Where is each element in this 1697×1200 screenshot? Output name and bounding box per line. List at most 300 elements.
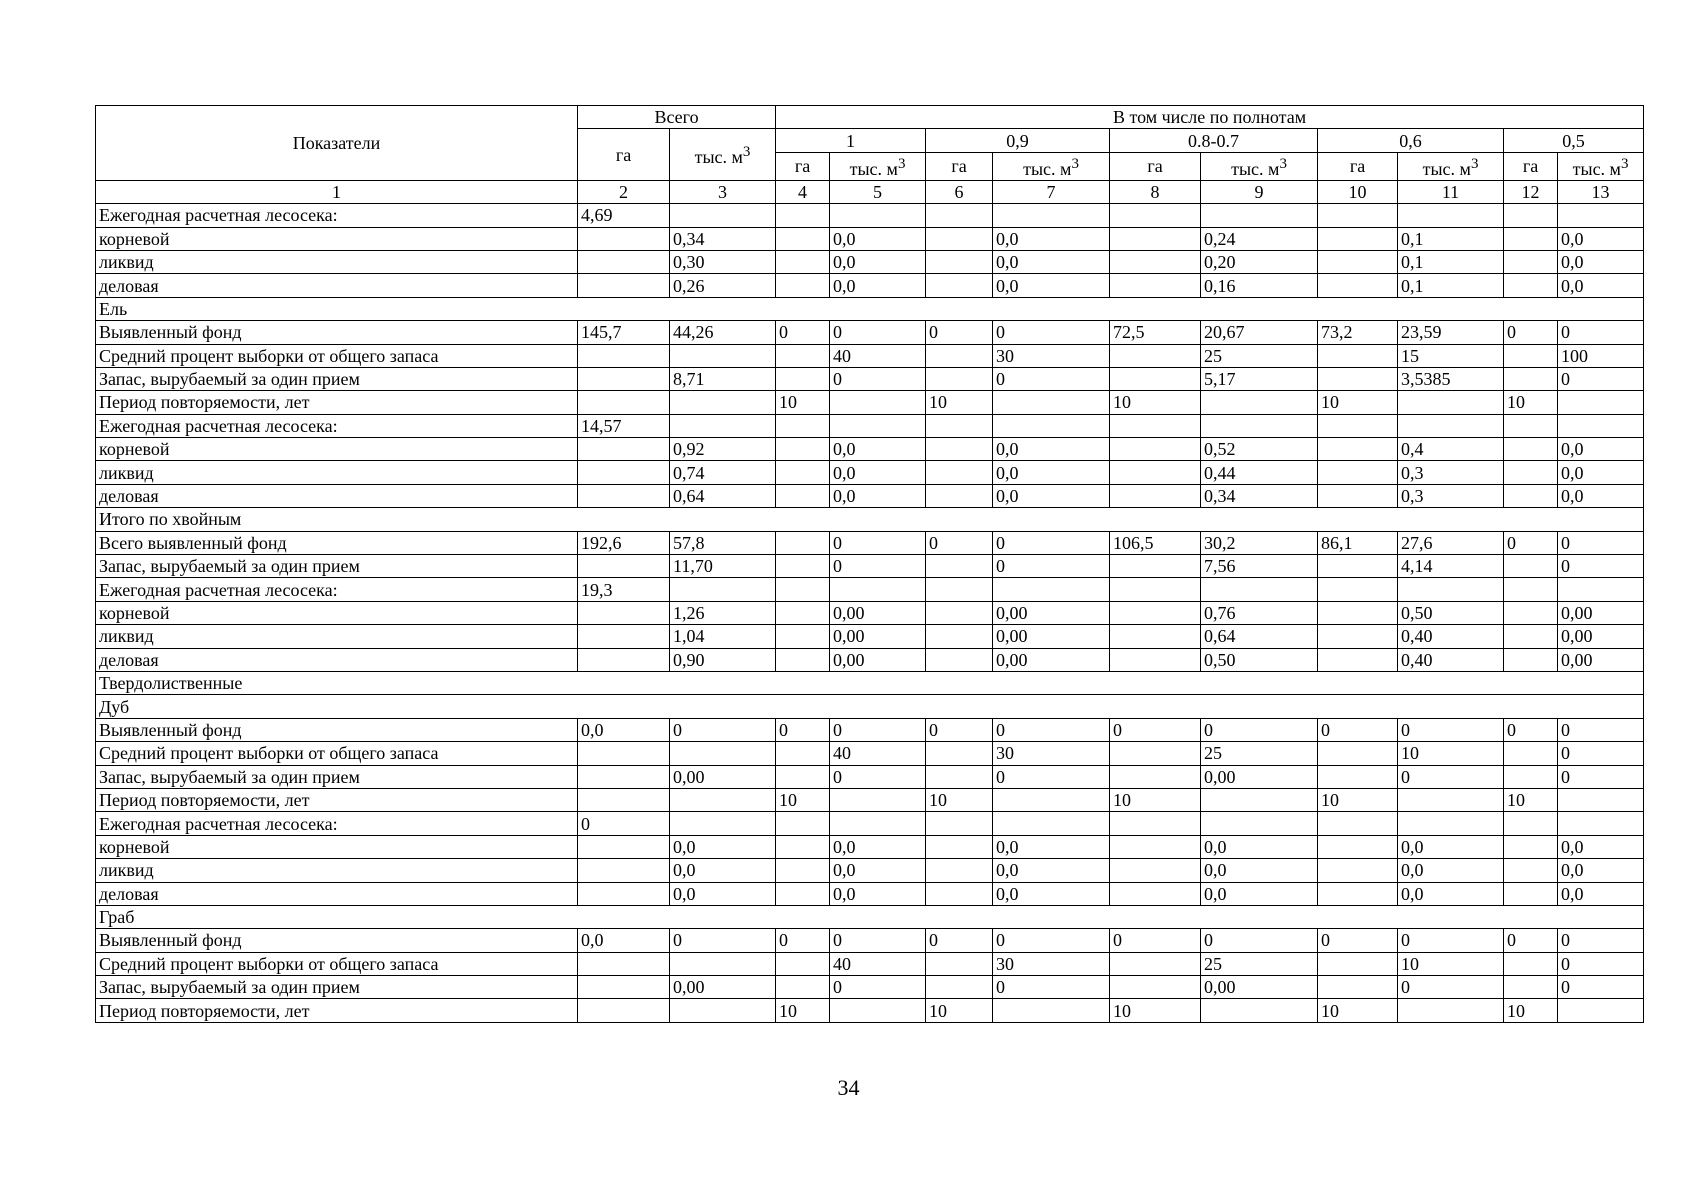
table-row [96,227,1644,250]
table-cell [670,999,776,1022]
table-cell: 0 [993,555,1110,578]
table-cell: 0,0 [1558,227,1644,250]
table-cell: 0,00 [993,625,1110,648]
table-cell: 0,26 [670,274,776,297]
column-number: 8 [1110,180,1201,203]
table-row [96,952,1644,975]
table-cell: 0,0 [993,882,1110,905]
table-cell [1318,976,1398,999]
table-cell [578,952,670,975]
table-row [96,461,1644,484]
table-cell: 0 [993,531,1110,554]
row-label: Средний процент выборки от общего запаса [96,742,578,765]
table-cell [776,204,830,227]
table-cell [776,859,830,882]
row-label: корневой [96,227,578,250]
table-row [96,976,1644,999]
table-cell: 10 [1110,999,1201,1022]
table-cell: 0 [993,765,1110,788]
table-cell [926,765,993,788]
section-row [96,508,1644,531]
table-cell: 0 [993,929,1110,952]
table-cell [1110,648,1201,671]
table-row [96,648,1644,671]
table-cell: 0,0 [830,484,926,507]
table-cell [578,250,670,273]
table-cell [1398,999,1504,1022]
table-cell [1504,882,1558,905]
table-cell [926,274,993,297]
table-cell [993,578,1110,601]
table-cell: 0,0 [830,274,926,297]
table-cell: 0,52 [1201,438,1318,461]
page-number: 34 [837,1075,860,1100]
table-cell: 40 [830,344,926,367]
table-cell [578,461,670,484]
table-cell [1318,204,1398,227]
table-cell [670,344,776,367]
table-cell [993,812,1110,835]
table-row [96,321,1644,344]
table-cell: 11,70 [670,555,776,578]
table-cell [1318,625,1398,648]
table-cell [1504,250,1558,273]
table-cell [578,344,670,367]
section-title: Граб [96,905,1644,928]
table-row [96,625,1644,648]
table-cell: 0,0 [993,250,1110,273]
table-row [96,601,1644,624]
table-row [96,391,1644,414]
row-label: деловая [96,648,578,671]
table-cell: 0 [1318,718,1398,741]
table-cell: 0 [1398,765,1504,788]
table-cell: 0,0 [830,882,926,905]
table-cell [1318,765,1398,788]
table-cell [1398,812,1504,835]
table-cell [1110,250,1201,273]
table-cell: 15 [1398,344,1504,367]
table-cell: 10 [776,999,830,1022]
table-cell [1318,952,1398,975]
table-cell [1318,742,1398,765]
row-label: ликвид [96,859,578,882]
table-cell [776,601,830,624]
table-cell: 0 [1110,929,1201,952]
table-cell: 0 [1201,718,1318,741]
table-cell: 0 [830,929,926,952]
table-row [96,929,1644,952]
row-label: деловая [96,882,578,905]
table-cell [776,461,830,484]
table-cell [926,438,993,461]
table-cell [1318,601,1398,624]
table-cell [926,812,993,835]
table-cell [1504,438,1558,461]
table-cell: 0 [1504,718,1558,741]
table-cell: 0,24 [1201,227,1318,250]
table-cell [1110,461,1201,484]
unit-ha-header: га [776,152,830,180]
table-cell: 0,76 [1201,601,1318,624]
table-cell [1110,578,1201,601]
table-cell: 0,0 [830,835,926,858]
table-cell: 0 [830,976,926,999]
table-cell: 0 [1558,531,1644,554]
table-cell: 30 [993,344,1110,367]
table-cell: 27,6 [1398,531,1504,554]
row-label: Период повторяемости, лет [96,999,578,1022]
unit-ha-header: га [1318,152,1398,180]
table-cell: 10 [1318,788,1398,811]
table-cell [1110,952,1201,975]
table-cell: 10 [1318,391,1398,414]
table-cell: 10 [1398,742,1504,765]
column-number: 2 [578,180,670,203]
table-cell [1398,391,1504,414]
table-cell: 40 [830,952,926,975]
table-cell [1110,204,1201,227]
table-cell: 145,7 [578,321,670,344]
table-row [96,859,1644,882]
table-cell: 1,26 [670,601,776,624]
table-cell: 72,5 [1110,321,1201,344]
table-cell: 0 [1201,929,1318,952]
table-cell [926,601,993,624]
row-label: Средний процент выборки от общего запаса [96,952,578,975]
table-cell [578,274,670,297]
table-cell [670,812,776,835]
table-cell: 10 [926,788,993,811]
table-row [96,367,1644,390]
row-label: Всего выявленный фонд [96,531,578,554]
table-cell [926,859,993,882]
table-cell [1318,367,1398,390]
column-number-row [96,180,1644,203]
table-row [96,742,1644,765]
table-cell [926,742,993,765]
row-label: Ежегодная расчетная лесосека: [96,578,578,601]
row-label: Запас, вырубаемый за один прием [96,976,578,999]
table-cell [1504,484,1558,507]
table-cell [1318,414,1398,437]
unit-volume-header: тыс. $м^3$ [1398,152,1504,180]
table-cell: 0,0 [1398,859,1504,882]
table-cell: 0,0 [1558,835,1644,858]
table-row [96,999,1644,1022]
table-cell: 0,00 [670,976,776,999]
table-cell [926,250,993,273]
table-row [96,274,1644,297]
table-cell [578,999,670,1022]
table-cell [1201,812,1318,835]
table-cell [1504,835,1558,858]
table-cell: 0,00 [1201,976,1318,999]
table-cell: 0,1 [1398,227,1504,250]
table-cell: 0,00 [1558,648,1644,671]
table-cell [776,648,830,671]
table-cell: 0,00 [993,648,1110,671]
unit-volume-header: тыс. $м^3$ [993,152,1110,180]
table-cell [776,227,830,250]
table-cell: 0,00 [830,625,926,648]
table-cell [993,788,1110,811]
table-cell: 0,0 [1558,484,1644,507]
table-cell [1504,601,1558,624]
table-cell: 0,40 [1398,625,1504,648]
table-cell [776,952,830,975]
table-cell: 0,1 [1398,250,1504,273]
table-cell: 10 [1504,391,1558,414]
table-cell: 0 [993,321,1110,344]
table-cell: 0 [1504,321,1558,344]
table-cell: 0 [926,718,993,741]
table-cell [1110,859,1201,882]
unit-ha-header: га [926,152,993,180]
column-number: 6 [926,180,993,203]
unit-ha-header: га [1504,152,1558,180]
table-cell [993,204,1110,227]
row-label: корневой [96,835,578,858]
table-cell [1504,367,1558,390]
table-cell [1504,227,1558,250]
table-cell: 0 [993,367,1110,390]
table-cell [993,391,1110,414]
table-cell [1110,438,1201,461]
table-cell: 30 [993,742,1110,765]
table-cell [1318,438,1398,461]
table-cell [670,742,776,765]
table-cell: 30 [993,952,1110,975]
table-cell [1201,204,1318,227]
table-cell: 10 [776,788,830,811]
row-label: деловая [96,484,578,507]
section-title: Ель [96,297,1644,320]
table-cell: 0,00 [1201,765,1318,788]
table-cell [1504,952,1558,975]
table-cell [1318,859,1398,882]
table-cell: 23,59 [1398,321,1504,344]
table-cell: 0 [830,765,926,788]
table-cell [578,788,670,811]
table-cell: 0,00 [1558,601,1644,624]
table-cell: 0,0 [1558,461,1644,484]
table-cell: 0,0 [993,438,1110,461]
table-cell: 0,0 [830,438,926,461]
column-number: 4 [776,180,830,203]
table-cell: 0,0 [1201,835,1318,858]
table-cell: 0,0 [830,227,926,250]
forest-fund-table [95,105,1644,1023]
table-cell [1318,274,1398,297]
table-cell: 0 [1558,976,1644,999]
row-label: корневой [96,601,578,624]
table-cell: 0 [830,321,926,344]
table-cell: 0,0 [993,835,1110,858]
table-cell [1110,414,1201,437]
table-cell: 0,1 [1398,274,1504,297]
table-cell [1504,414,1558,437]
table-cell: 0,0 [1398,882,1504,905]
table-cell: 25 [1201,742,1318,765]
table-cell [776,555,830,578]
table-cell [776,625,830,648]
table-row [96,788,1644,811]
table-cell [670,414,776,437]
table-cell [1201,578,1318,601]
table-cell: 10 [1110,788,1201,811]
table-cell: 30,2 [1201,531,1318,554]
section-row [96,905,1644,928]
table-cell [578,835,670,858]
column-number: 10 [1318,180,1398,203]
table-cell: 10 [1504,999,1558,1022]
table-cell: 0,00 [1558,625,1644,648]
table-cell [670,788,776,811]
row-label: Запас, вырубаемый за один прием [96,555,578,578]
table-cell [776,765,830,788]
table-cell [578,859,670,882]
table-cell [776,835,830,858]
table-row [96,204,1644,227]
table-cell [830,204,926,227]
row-label: корневой [96,438,578,461]
table-cell: 0 [1558,765,1644,788]
table-cell: 19,3 [578,578,670,601]
table-cell: 0,0 [830,859,926,882]
table-row [96,414,1644,437]
table-cell: 57,8 [670,531,776,554]
table-cell: 0 [830,531,926,554]
table-cell [1504,742,1558,765]
table-cell [1504,578,1558,601]
table-cell: 44,26 [670,321,776,344]
table-cell: 10 [926,999,993,1022]
table-cell: 0,0 [670,835,776,858]
table-cell [578,976,670,999]
table-row [96,438,1644,461]
row-label: ликвид [96,625,578,648]
table-cell [926,414,993,437]
table-cell [830,414,926,437]
table-cell: 0,0 [578,718,670,741]
column-number: 3 [670,180,776,203]
table-cell: 0 [776,718,830,741]
table-cell: 0,00 [830,648,926,671]
table-cell: 0,90 [670,648,776,671]
table-cell [1201,999,1318,1022]
table-cell [1504,461,1558,484]
table-cell: 86,1 [1318,531,1398,554]
table-header [96,106,1644,204]
column-number: 5 [830,180,926,203]
table-cell [1318,344,1398,367]
table-cell [926,625,993,648]
table-cell [776,578,830,601]
table-cell [830,391,926,414]
table-cell: 8,71 [670,367,776,390]
table-cell: 106,5 [1110,531,1201,554]
unit-volume-header: тыс. $м^3$ [1201,152,1318,180]
table-cell: 0 [1504,531,1558,554]
table-cell: 0,0 [1558,882,1644,905]
table-cell [776,274,830,297]
table-body [96,204,1644,1023]
table-cell: 0,64 [1201,625,1318,648]
table-cell: 0,0 [1398,835,1504,858]
table-cell: 0,20 [1201,250,1318,273]
section-title: Дуб [96,695,1644,718]
table-cell: 0,0 [993,859,1110,882]
table-cell: 0,16 [1201,274,1318,297]
density-group-header: 0,9 [926,129,1110,152]
row-label: Запас, вырубаемый за один прием [96,367,578,390]
table-cell: 0,3 [1398,484,1504,507]
table-cell [1318,882,1398,905]
table-cell: 0 [1558,367,1644,390]
table-row [96,578,1644,601]
table-cell: 0 [1110,718,1201,741]
table-cell [670,204,776,227]
table-cell: 0,34 [670,227,776,250]
table-cell: 0 [1558,929,1644,952]
table-cell [776,976,830,999]
table-cell [1558,578,1644,601]
table-cell: 0,0 [670,859,776,882]
table-row [96,882,1644,905]
table-cell: 3,5385 [1398,367,1504,390]
total-header: Всего [578,106,776,129]
table-cell: 0,0 [830,461,926,484]
table-row [96,555,1644,578]
table-cell: 0,64 [670,484,776,507]
table-cell [1318,578,1398,601]
table-cell [1558,999,1644,1022]
unit-volume-header: тыс. $м^3$ [830,152,926,180]
table-cell: 0 [1398,718,1504,741]
column-number: 12 [1504,180,1558,203]
table-cell [578,742,670,765]
table-cell: 0,0 [1201,882,1318,905]
column-number: 11 [1398,180,1504,203]
table-cell: 100 [1558,344,1644,367]
table-cell [578,484,670,507]
section-title: Твердолиственные [96,671,1644,694]
density-group-header: 0,5 [1504,129,1644,152]
table-cell [1504,648,1558,671]
table-cell [1398,578,1504,601]
row-label: Период повторяемости, лет [96,788,578,811]
table-cell: 4,69 [578,204,670,227]
row-label: Выявленный фонд [96,718,578,741]
row-label: Выявленный фонд [96,321,578,344]
table-cell: 0 [830,367,926,390]
table-cell [1504,204,1558,227]
table-cell [578,555,670,578]
table-cell: 0 [1558,952,1644,975]
table-cell [1318,835,1398,858]
table-row [96,718,1644,741]
table-cell [670,578,776,601]
table-cell [578,765,670,788]
density-group-header: 0,6 [1318,129,1504,152]
table-row [96,250,1644,273]
table-cell [926,882,993,905]
table-cell: 0 [926,929,993,952]
table-cell: 0 [670,718,776,741]
table-cell [1558,414,1644,437]
table-cell [578,367,670,390]
